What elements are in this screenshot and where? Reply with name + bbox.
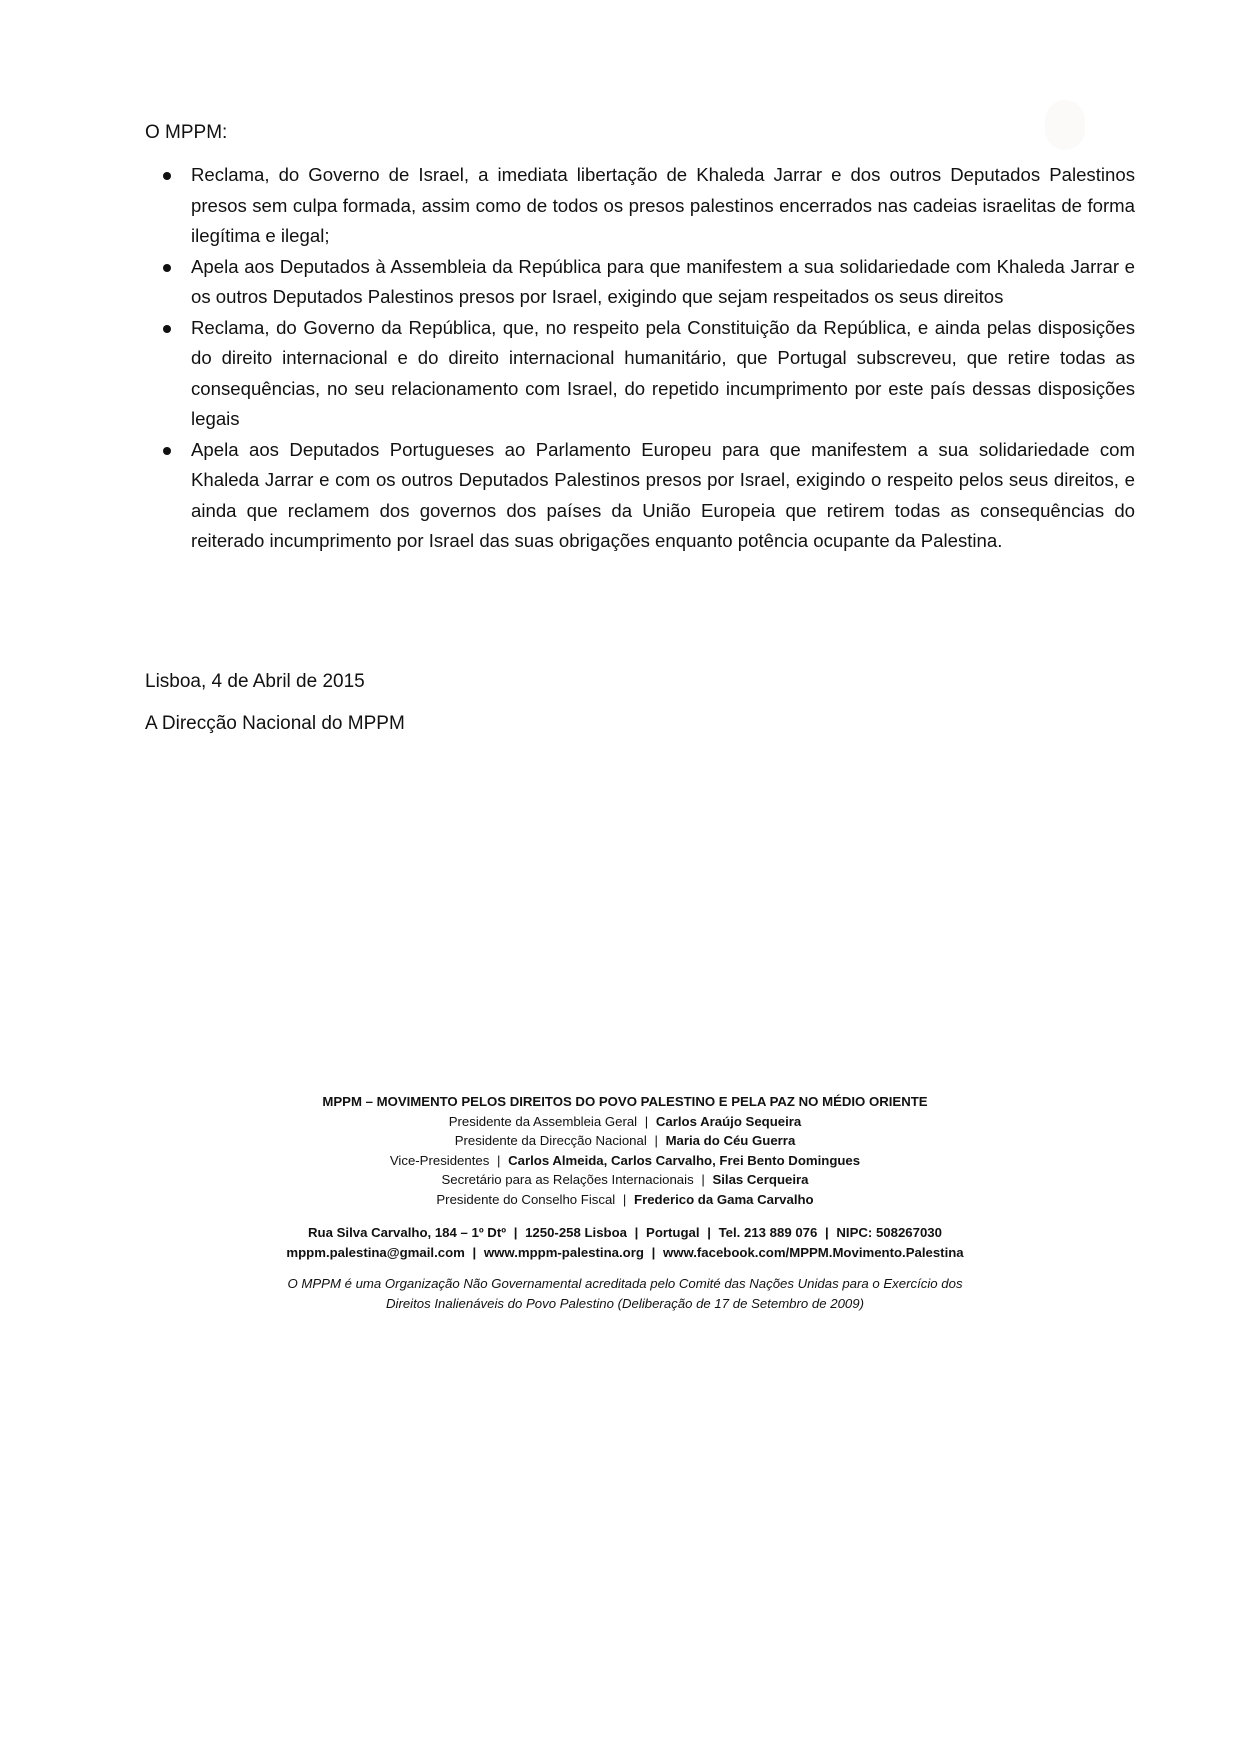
separator: | — [825, 1225, 829, 1240]
list-item-text: Reclama, do Governo de Israel, a imediata libertação de Khaleda Jarrar e dos outros Deputados Palestinos presos sem culpa formada, assim como de todos os presos palestinos encerrados nas cadeias israelitas de forma ilegítima e ilegal; — [191, 164, 1135, 246]
officer-role: Presidente da Assembleia Geral — [448, 1113, 638, 1129]
facebook-link[interactable]: www.facebook.com/MPPM.Movimento.Palestina — [662, 1244, 964, 1260]
demands-list — [145, 160, 1135, 557]
separator: | — [622, 1191, 627, 1207]
separator: | — [651, 1244, 656, 1260]
bullet-icon — [163, 264, 171, 272]
website-link[interactable]: www.mppm-palestina.org — [483, 1244, 644, 1260]
accreditation-note — [200, 1274, 1050, 1313]
officer-role: Presidente do Conselho Fiscal — [436, 1191, 616, 1207]
officer-row — [200, 1151, 1050, 1171]
officer-role: Presidente da Direcção Nacional — [454, 1133, 647, 1148]
list-item — [145, 435, 1135, 557]
separator: | — [497, 1152, 501, 1168]
signature: A Direcção Nacional do MPPM — [145, 713, 405, 734]
officer-role: Secretário para as Relações Internacionais — [441, 1172, 694, 1187]
bullet-icon — [163, 447, 171, 455]
officer-name: Maria do Céu Guerra — [665, 1133, 796, 1148]
officer-name: Carlos Almeida, Carlos Carvalho, Frei Bento Domingues — [508, 1152, 861, 1168]
officer-row — [200, 1170, 1050, 1190]
officer-name: Silas Cerqueira — [712, 1172, 809, 1187]
separator: | — [644, 1113, 649, 1129]
officer-role: Vice-Presidentes — [389, 1152, 490, 1168]
officer-row — [200, 1112, 1050, 1132]
officer-row — [200, 1131, 1050, 1151]
web-line — [200, 1243, 1050, 1263]
list-item-text: Reclama, do Governo da República, que, no respeito pela Constituição da República, e ainda pelas disposições do direito internacional e do direito internacional humanitário, que Portugal subscreveu, que retire todas as consequências, no seu relacionamento com Israel, do repetido incumprimento por este país dessas disposições legais — [191, 316, 1135, 429]
list-item-text: Apela aos Deputados à Assembleia da República para que manifestem a sua solidariedade com Khaleda Jarrar e os outros Deputados Palestinos presos por Israel, exigindo que sejam respeitados os seus direitos — [191, 255, 1135, 307]
bullet-icon — [163, 325, 171, 333]
nipc: NIPC: 508267030 — [836, 1225, 942, 1240]
note-line: O MPPM é uma Organização Não Governamental acreditada pelo Comité das Nações Unidas para o Exercício dos — [287, 1276, 963, 1291]
list-item — [145, 252, 1135, 313]
phone: Tel. 213 889 076 — [718, 1225, 818, 1240]
note-line: Direitos Inalienáveis do Povo Palestino (Deliberação de 17 de Setembro de 2009) — [386, 1295, 864, 1311]
separator: | — [634, 1225, 639, 1240]
separator: | — [701, 1172, 705, 1187]
officer-name: Frederico da Gama Carvalho — [634, 1191, 814, 1207]
separator: | — [707, 1225, 711, 1240]
postal-code: 1250-258 Lisboa — [525, 1225, 627, 1240]
watermark-mark — [1045, 100, 1085, 150]
street-address: Rua Silva Carvalho, 184 – 1º Dtº — [308, 1225, 507, 1240]
country: Portugal — [646, 1225, 700, 1240]
list-item-text: Apela aos Deputados Portugueses ao Parlamento Europeu para que manifestem a sua solidariedade com Khaleda Jarrar e com os outros Deputados Palestinos presos por Israel, exigindo o respeito pelos seus direitos, e ainda que reclamem dos governos dos países da União Europeia que retirem todas as consequências do reiterado incumprimento por Israel das suas obrigações enquanto potência ocupante da Palestina. — [191, 438, 1135, 551]
address-line — [200, 1223, 1050, 1243]
place-date: Lisboa, 4 de Abril de 2015 — [145, 671, 365, 692]
separator: | — [654, 1133, 658, 1148]
separator: | — [472, 1244, 477, 1260]
list-item — [145, 313, 1135, 435]
separator: | — [513, 1225, 518, 1240]
officer-row — [200, 1190, 1050, 1210]
email-link[interactable]: mppm.palestina@gmail.com — [286, 1244, 465, 1260]
letterhead-footer — [200, 1092, 1050, 1313]
bullet-icon — [163, 172, 171, 180]
list-item — [145, 160, 1135, 252]
intro-heading: O MPPM: — [145, 122, 228, 143]
officer-name: Carlos Araújo Sequeira — [655, 1113, 802, 1129]
org-name: MPPM – MOVIMENTO PELOS DIREITOS DO POVO PALESTINO E PELA PAZ NO MÉDIO ORIENTE — [322, 1094, 928, 1109]
